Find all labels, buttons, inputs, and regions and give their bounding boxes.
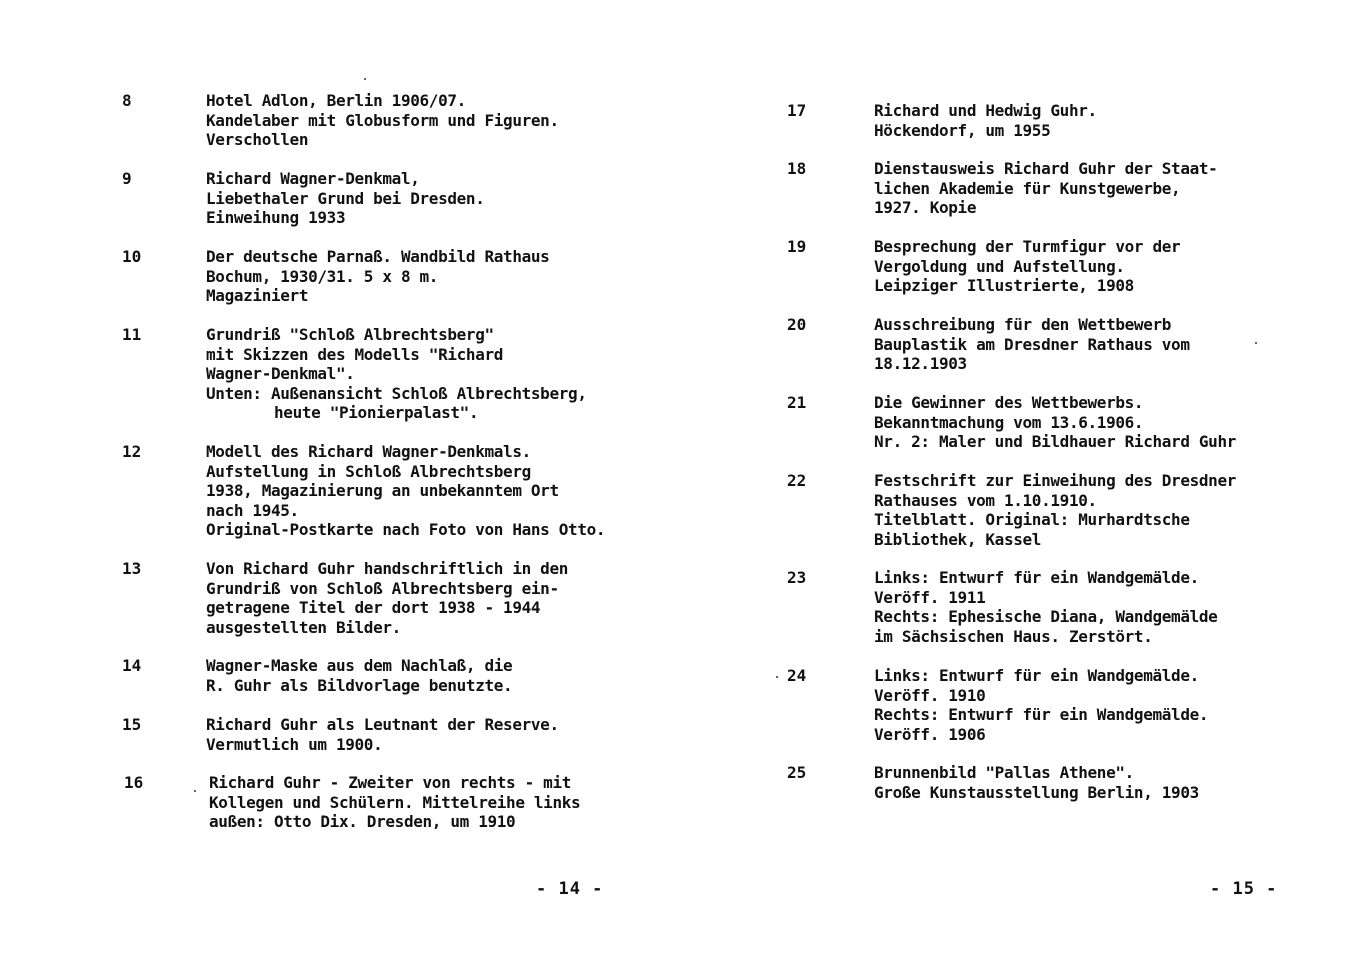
entry-line: Leipziger Illustrierte, 1908: [874, 276, 1134, 295]
entry-line: Original-Postkarte nach Foto von Hans Otto.: [206, 520, 606, 539]
entry-number: 11: [122, 325, 142, 344]
entry-description: [206, 325, 587, 423]
entry-number: 17: [787, 101, 807, 120]
entry-line: Modell des Richard Wagner-Denkmals.: [206, 442, 531, 461]
entry-description: [874, 568, 1217, 646]
entry-description: [874, 471, 1236, 549]
entry-description: [206, 169, 485, 228]
entry-description: [874, 101, 1097, 140]
entry-number: 16: [124, 773, 144, 792]
entry-line: Rathauses vom 1.10.1910.: [874, 490, 1097, 510]
entry-number: 20: [787, 315, 807, 334]
entry-line: Verschollen: [206, 130, 309, 149]
entry-line: Aufstellung in Schloß Albrechtsberg: [206, 461, 531, 481]
entry-description: [874, 763, 1199, 802]
entry-line: Rechts: Ephesische Diana, Wandgemälde: [874, 607, 1218, 626]
entry-line: Bochum, 1930/31. 5 x 8 m.: [206, 266, 439, 286]
entry-line: Bauplastik am Dresdner Rathaus vom: [874, 334, 1190, 354]
entry-number: 10: [122, 247, 142, 266]
entry-line: Die Gewinner des Wettbewerbs.: [874, 393, 1144, 412]
entry-description: [206, 656, 512, 695]
entry-number: 22: [787, 471, 807, 490]
entry-description: [206, 715, 559, 754]
entry-number: 18: [787, 159, 807, 178]
entry-line: Von Richard Guhr handschriftlich in den: [206, 559, 569, 578]
entry-line: Große Kunstausstellung Berlin, 1903: [874, 782, 1199, 802]
entry-number: 14: [122, 656, 142, 675]
scan-speck: [194, 790, 196, 792]
entry-line: Nr. 2: Maler und Bildhauer Richard Guhr: [874, 432, 1237, 451]
entry-number: 25: [787, 763, 807, 782]
entry-description: [206, 559, 568, 637]
entry-line: Richard Guhr - Zweiter von rechts - mit: [209, 773, 572, 792]
entry-line: mit Skizzen des Modells "Richard: [206, 344, 504, 364]
entry-number: 24: [787, 666, 807, 685]
entry-description: [874, 393, 1236, 452]
entry-line: Links: Entwurf für ein Wandgemälde.: [874, 666, 1199, 685]
entry-line: Richard Wagner-Denkmal,: [206, 169, 420, 188]
entry-line: 1938, Magazinierung an unbekanntem Ort: [206, 481, 559, 500]
entry-line: Kandelaber mit Globusform und Figuren.: [206, 110, 559, 130]
entry-number: 9: [122, 169, 132, 188]
entry-line: außen: Otto Dix. Dresden, um 1910: [209, 812, 516, 831]
entry-line: Veröff. 1906: [874, 724, 986, 744]
scan-speck: [364, 78, 366, 80]
entry-number: 23: [787, 568, 807, 587]
entry-line: im Sächsischen Haus. Zerstört.: [874, 626, 1153, 646]
entry-line: nach 1945.: [206, 500, 299, 520]
entry-line: Kollegen und Schülern. Mittelreihe links: [209, 792, 581, 812]
entry-line: Magaziniert: [206, 286, 309, 305]
entry-line: Links: Entwurf für ein Wandgemälde.: [874, 568, 1199, 587]
right-page: [690, 0, 1365, 968]
scan-speck: [1255, 342, 1257, 344]
entry-line: Höckendorf, um 1955: [874, 120, 1051, 140]
entry-line: Brunnenbild "Pallas Athene".: [874, 763, 1134, 782]
entry-line: heute "Pionierpalast".: [274, 403, 479, 422]
entry-line: Unten: Außenansicht Schloß Albrechtsberg,: [206, 383, 587, 403]
entry-line: Wagner-Maske aus dem Nachlaß, die: [206, 656, 513, 675]
entry-line: lichen Akademie für Kunstgewerbe,: [874, 178, 1181, 198]
page-number: - 15 -: [1210, 879, 1278, 899]
entry-description: [874, 315, 1190, 374]
entry-line: Hotel Adlon, Berlin 1906/07.: [206, 91, 466, 110]
entry-description: [206, 91, 559, 150]
entry-line: R. Guhr als Bildvorlage benutzte.: [206, 675, 513, 695]
entry-line: Dienstausweis Richard Guhr der Staat-: [874, 159, 1218, 178]
entry-number: 13: [122, 559, 142, 578]
entry-line: Vergoldung und Aufstellung.: [874, 256, 1125, 276]
entry-line: Der deutsche Parnaß. Wandbild Rathaus: [206, 247, 550, 266]
entry-line: Veröff. 1910: [874, 685, 986, 705]
entry-number: 15: [122, 715, 142, 734]
entry-line: Vermutlich um 1900.: [206, 734, 383, 754]
entry-line: ausgestellten Bilder.: [206, 617, 401, 637]
entry-line: Festschrift zur Einweihung des Dresdner: [874, 471, 1237, 490]
entry-line: Wagner-Denkmal".: [206, 364, 355, 383]
entry-number: 8: [122, 91, 132, 110]
scan-speck: [776, 676, 778, 678]
entry-line: 1927. Kopie: [874, 198, 977, 217]
entry-line: Grundriß "Schloß Albrechtsberg": [206, 325, 494, 344]
entry-line: Bibliothek, Kassel: [874, 529, 1042, 549]
entry-number: 19: [787, 237, 807, 256]
entry-number: 21: [787, 393, 807, 412]
entry-line: getragene Titel der dort 1938 - 1944: [206, 598, 541, 617]
entry-line: Besprechung der Turmfigur vor der: [874, 237, 1181, 256]
page-number: - 14 -: [536, 879, 604, 899]
entry-line: Rechts: Entwurf für ein Wandgemälde.: [874, 705, 1209, 724]
entry-line: Veröff. 1911: [874, 587, 986, 607]
entry-description: [874, 237, 1180, 296]
entry-line: 18.12.1903: [874, 354, 967, 373]
entry-line: Titelblatt. Original: Murhardtsche: [874, 510, 1190, 529]
entry-number: 12: [122, 442, 142, 461]
entry-line: Einweihung 1933: [206, 208, 346, 227]
entry-description: [874, 666, 1208, 744]
entry-description: [206, 442, 605, 540]
entry-line: Richard und Hedwig Guhr.: [874, 101, 1097, 120]
entry-line: Bekanntmachung vom 13.6.1906.: [874, 412, 1144, 432]
entry-line: Grundriß von Schloß Albrechtsberg ein-: [206, 578, 559, 598]
entry-description: [206, 247, 549, 306]
entry-line: Richard Guhr als Leutnant der Reserve.: [206, 715, 559, 734]
entry-line: Liebethaler Grund bei Dresden.: [206, 188, 485, 208]
entry-description: [874, 159, 1217, 218]
entry-line: Ausschreibung für den Wettbewerb: [874, 315, 1172, 334]
entry-description: [209, 773, 580, 832]
